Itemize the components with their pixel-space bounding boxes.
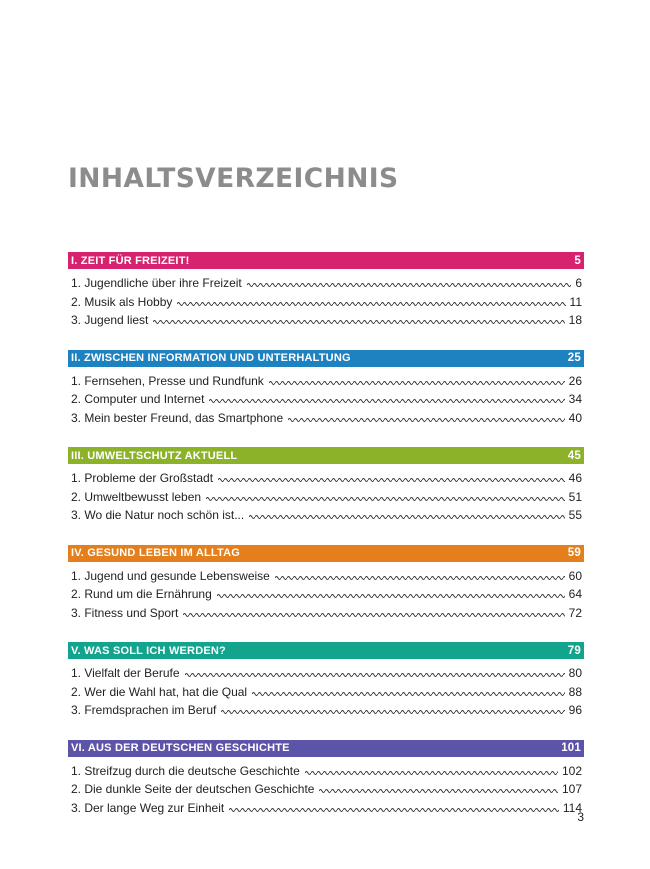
entry-page: 34 bbox=[568, 392, 582, 407]
entry-title: 3. Der lange Weg zur Einheit bbox=[71, 800, 225, 815]
entry-title: 1. Probleme der Großstadt bbox=[71, 471, 214, 486]
chapter-heading bbox=[68, 252, 584, 269]
chapter-heading bbox=[68, 545, 584, 562]
chapter-heading bbox=[68, 447, 584, 464]
chapter-section bbox=[68, 642, 584, 720]
wavy-leader-line bbox=[183, 611, 564, 619]
entry-title: 1. Vielfalt der Berufe bbox=[71, 666, 180, 681]
toc-entry bbox=[68, 274, 584, 293]
chapter-title: IV. GESUND LEBEN IM ALLTAG bbox=[71, 547, 240, 559]
entry-page: 46 bbox=[568, 471, 582, 486]
chapter-title: III. UMWELTSCHUTZ AKTUELL bbox=[71, 449, 238, 462]
chapter-section bbox=[68, 350, 584, 428]
entry-list bbox=[68, 372, 584, 428]
toc-entry bbox=[68, 506, 584, 525]
entry-page: 40 bbox=[568, 410, 582, 425]
chapter-page: 5 bbox=[574, 254, 581, 267]
entry-page: 96 bbox=[568, 703, 582, 718]
entry-title: 3. Wo die Natur noch schön ist... bbox=[71, 508, 245, 523]
toc-entry bbox=[68, 311, 584, 330]
chapter-page: 25 bbox=[567, 352, 581, 364]
table-of-contents bbox=[68, 252, 584, 837]
toc-entry bbox=[68, 585, 584, 604]
chapter-section bbox=[68, 740, 584, 818]
entry-page: 88 bbox=[568, 684, 582, 699]
wavy-leader-line bbox=[288, 416, 565, 424]
chapter-heading bbox=[68, 642, 584, 659]
wavy-leader-line bbox=[249, 513, 564, 521]
toc-entry bbox=[68, 780, 584, 799]
chapter-section bbox=[68, 545, 584, 623]
chapter-page: 79 bbox=[567, 644, 581, 657]
entry-title: 1. Jugend und gesunde Lebensweise bbox=[71, 568, 270, 583]
toc-entry bbox=[68, 469, 584, 488]
entry-page: 80 bbox=[568, 666, 582, 681]
chapter-heading bbox=[68, 350, 584, 367]
entry-page: 26 bbox=[568, 373, 582, 388]
wavy-leader-line bbox=[217, 592, 565, 600]
chapter-title: V. WAS SOLL ICH WERDEN? bbox=[71, 644, 226, 657]
chapter-title: I. ZEIT FÜR FREIZEIT! bbox=[71, 254, 190, 267]
entry-page: 55 bbox=[568, 508, 582, 523]
entry-list bbox=[68, 274, 584, 330]
wavy-leader-line bbox=[305, 769, 558, 777]
entry-page: 102 bbox=[561, 763, 582, 778]
wavy-leader-line bbox=[206, 495, 565, 503]
toc-entry bbox=[68, 293, 584, 312]
entry-title: 1. Jugendliche über ihre Freizeit bbox=[71, 276, 242, 291]
toc-entry bbox=[68, 701, 584, 720]
toc-entry bbox=[68, 683, 584, 702]
toc-entry bbox=[68, 372, 584, 391]
chapter-section bbox=[68, 252, 584, 330]
entry-title: 2. Computer und Internet bbox=[71, 392, 205, 407]
wavy-leader-line bbox=[252, 690, 565, 698]
entry-page: 72 bbox=[568, 605, 582, 620]
page-number: 3 bbox=[577, 810, 584, 824]
entry-title: 2. Rund um die Ernährung bbox=[71, 587, 212, 602]
chapter-title: II. ZWISCHEN INFORMATION UND UNTERHALTUNG bbox=[71, 352, 351, 364]
chapter-heading bbox=[68, 740, 584, 757]
entry-title: 3. Fremdsprachen im Beruf bbox=[71, 703, 217, 718]
toc-entry bbox=[68, 488, 584, 507]
wavy-leader-line bbox=[218, 476, 565, 484]
entry-title: 2. Die dunkle Seite der deutschen Geschichte bbox=[71, 782, 315, 797]
entry-list bbox=[68, 469, 584, 525]
chapter-page: 101 bbox=[561, 742, 581, 754]
page-title: INHALTSVERZEICHNIS bbox=[68, 163, 399, 194]
chapter-title: VI. AUS DER DEUTSCHEN GESCHICHTE bbox=[71, 742, 290, 754]
toc-entry bbox=[68, 409, 584, 428]
entry-page: 114 bbox=[562, 800, 582, 815]
entry-title: 3. Jugend liest bbox=[71, 313, 149, 328]
toc-entry bbox=[68, 664, 584, 683]
entry-title: 3. Mein bester Freund, das Smartphone bbox=[71, 410, 284, 425]
chapter-page: 45 bbox=[567, 449, 581, 462]
toc-entry bbox=[68, 604, 584, 623]
wavy-leader-line bbox=[177, 300, 565, 308]
wavy-leader-line bbox=[275, 574, 565, 582]
entry-title: 2. Umweltbewusst leben bbox=[71, 489, 202, 504]
wavy-leader-line bbox=[229, 806, 559, 814]
wavy-leader-line bbox=[185, 671, 565, 679]
chapter-page: 59 bbox=[567, 547, 581, 559]
entry-title: 2. Wer die Wahl hat, hat die Qual bbox=[71, 684, 248, 699]
entry-title: 1. Fernsehen, Presse und Rundfunk bbox=[71, 373, 264, 388]
toc-entry bbox=[68, 762, 584, 781]
entry-title: 2. Musik als Hobby bbox=[71, 294, 173, 309]
entry-page: 18 bbox=[568, 313, 582, 328]
entry-title: 3. Fitness und Sport bbox=[71, 605, 179, 620]
entry-page: 11 bbox=[569, 294, 582, 309]
entry-page: 64 bbox=[568, 587, 582, 602]
entry-title: 1. Streifzug durch die deutsche Geschichte bbox=[71, 763, 300, 778]
wavy-leader-line bbox=[247, 281, 572, 289]
wavy-leader-line bbox=[209, 397, 564, 405]
entry-page: 107 bbox=[561, 782, 582, 797]
entry-list bbox=[68, 762, 584, 818]
wavy-leader-line bbox=[153, 318, 564, 326]
entry-list bbox=[68, 567, 584, 623]
toc-entry bbox=[68, 390, 584, 409]
wavy-leader-line bbox=[221, 708, 564, 716]
toc-entry bbox=[68, 567, 584, 586]
entry-list bbox=[68, 664, 584, 720]
chapter-section bbox=[68, 447, 584, 525]
wavy-leader-line bbox=[319, 787, 557, 795]
toc-entry bbox=[68, 799, 584, 818]
entry-page: 60 bbox=[568, 568, 582, 583]
entry-page: 51 bbox=[568, 489, 582, 504]
entry-page: 6 bbox=[575, 276, 582, 291]
wavy-leader-line bbox=[269, 379, 565, 387]
